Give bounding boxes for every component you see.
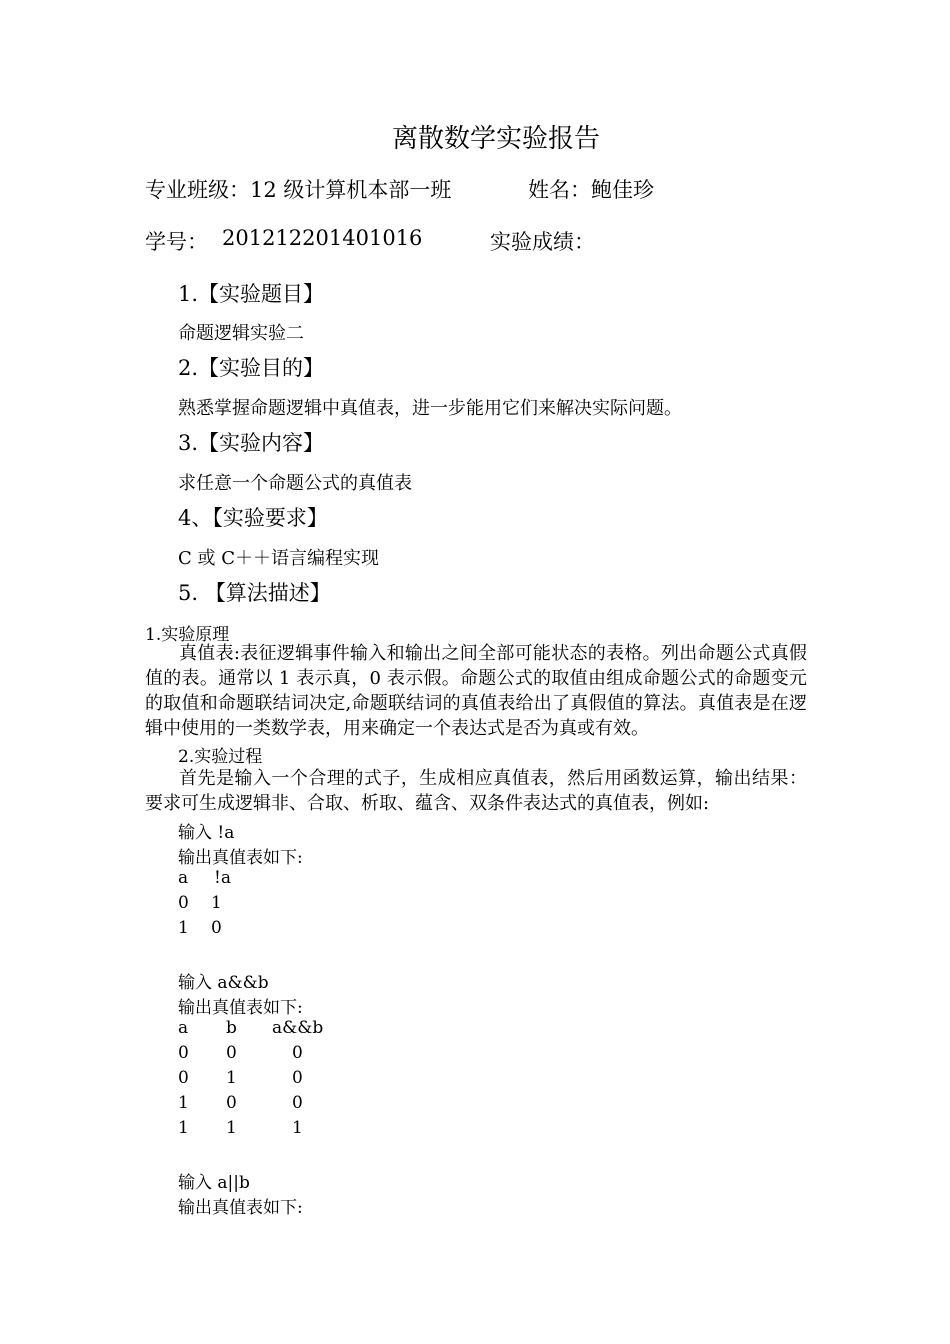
table-cell: 0 bbox=[226, 1093, 237, 1113]
section-content: 熟悉掌握命题逻辑中真值表，进一步能用它们来解决实际问题。 bbox=[178, 398, 682, 419]
table-cell: 0 bbox=[211, 918, 222, 938]
section-content: 命题逻辑实验二 bbox=[178, 323, 304, 344]
table-header-cell: a bbox=[178, 1018, 189, 1038]
table-cell: 0 bbox=[178, 1068, 189, 1088]
table-cell: 0 bbox=[292, 1093, 303, 1113]
class-label: 专业班级：12 级计算机本部一班 bbox=[145, 178, 452, 202]
process-text: 首先是输入一个合理的式子，生成相应真值表，然后用函数运算，输出结果：要求可生成逻辑非、合取、析取、蕴含、双条件表达式的真值表，例如: bbox=[145, 768, 807, 814]
table-cell: 1 bbox=[226, 1068, 237, 1088]
table-cell: 0 bbox=[178, 1043, 189, 1063]
example-output-label: 输出真值表如下: bbox=[178, 1198, 303, 1218]
section-content: C 或 C＋＋语言编程实现 bbox=[178, 548, 379, 569]
table-header-cell: b bbox=[226, 1018, 237, 1038]
student-id-value: 201212201401016 bbox=[222, 226, 423, 250]
table-cell: 1 bbox=[226, 1118, 237, 1138]
section-heading: 1.【实验题目】 bbox=[178, 282, 325, 306]
section-heading: 4、【实验要求】 bbox=[178, 506, 328, 530]
section-heading: 2.【实验目的】 bbox=[178, 356, 325, 380]
section-heading: 5. 【算法描述】 bbox=[178, 581, 331, 605]
table-cell: 1 bbox=[211, 893, 222, 913]
table-cell: 0 bbox=[178, 893, 189, 913]
table-cell: 1 bbox=[292, 1118, 303, 1138]
table-cell: 1 bbox=[178, 1093, 189, 1113]
table-cell: 0 bbox=[226, 1043, 237, 1063]
example-output-label: 输出真值表如下: bbox=[178, 848, 303, 868]
section-heading: 3.【实验内容】 bbox=[178, 431, 325, 455]
principle-title: 1.实验原理 bbox=[145, 625, 230, 645]
table-cell: 1 bbox=[178, 1118, 189, 1138]
table-header-cell: !a bbox=[214, 868, 231, 888]
table-header-cell: a bbox=[178, 868, 189, 888]
table-cell: 0 bbox=[292, 1068, 303, 1088]
principle-text: 真值表:表征逻辑事件输入和输出之间全部可能状态的表格。列出命题公式真假值的表。通常以 1 表示真，0 表示假。命题公式的取值由组成命题公式的命题变元的取值和命题联结词决定,命题联结词的真值表给出了真假值的算法。真值表是在逻辑中使用的一类数学表，用来确定一个表达式是否为真或有效。 bbox=[145, 643, 807, 739]
grade-label: 实验成绩： bbox=[490, 230, 595, 254]
example-output-label: 输出真值表如下: bbox=[178, 998, 303, 1018]
table-cell: 0 bbox=[292, 1043, 303, 1063]
page-title: 离散数学实验报告 bbox=[391, 124, 600, 154]
example-input: 输入 !a bbox=[178, 823, 235, 843]
example-input: 输入 a&&b bbox=[178, 973, 269, 993]
section-content: 求任意一个命题公式的真值表 bbox=[178, 473, 412, 494]
example-input: 输入 a||b bbox=[178, 1173, 250, 1193]
table-header-cell: a&&b bbox=[272, 1018, 324, 1038]
table-cell: 1 bbox=[178, 918, 189, 938]
student-name: 姓名：鲍佳珍 bbox=[528, 178, 654, 202]
process-title: 2.实验过程 bbox=[178, 747, 263, 767]
student-id-label: 学号： bbox=[145, 230, 208, 254]
